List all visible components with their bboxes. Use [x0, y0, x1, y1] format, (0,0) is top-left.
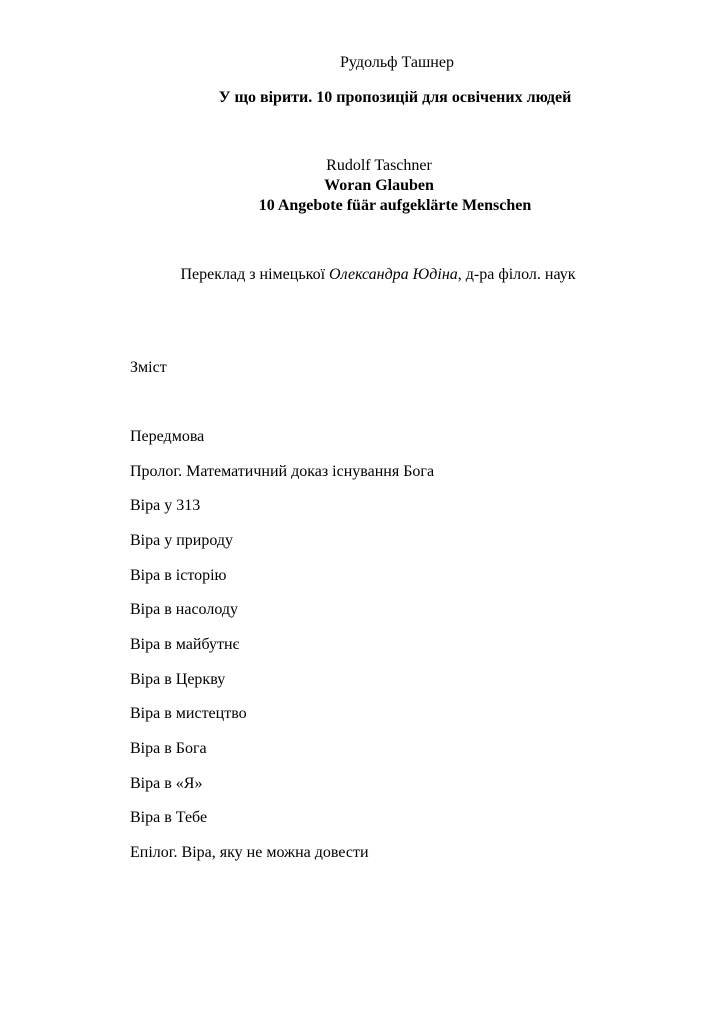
toc-item: Віра у 313	[130, 497, 201, 515]
translation-prefix: Переклад з німецької	[180, 266, 330, 283]
toc-item: Віра в Бога	[130, 739, 207, 757]
title-german-text: Woran Glauben	[324, 177, 434, 194]
toc-item: Віра в насолоду	[130, 601, 238, 619]
toc-item: Віра в «Я»	[130, 774, 203, 792]
subtitle-german	[259, 197, 532, 215]
toc-item: Віра в мистецтво	[130, 705, 247, 723]
translation-suffix: , д-ра філол. наук	[457, 266, 576, 283]
author-ukrainian: Рудольф Ташнер	[340, 54, 454, 71]
translation-credit	[180, 266, 575, 284]
title-ukrainian	[219, 89, 572, 107]
subtitle-german-text: 10 Angebote füär aufgeklärte Menschen	[258, 197, 532, 214]
title-german	[324, 177, 434, 195]
title-ukrainian-text: У що вірити. 10 пропозицій для освічених людей	[218, 89, 572, 106]
table-of-contents	[130, 428, 434, 879]
toc-item: Віра в Церкву	[130, 670, 226, 688]
toc-item: Передмова	[130, 428, 205, 445]
translator-name: Олександра Юдіна	[329, 266, 458, 283]
contents-heading: Зміст	[130, 359, 167, 376]
toc-item: Віра в історію	[130, 566, 227, 584]
toc-item: Пролог. Математичний доказ існування Бога	[130, 462, 435, 480]
author-german: Rudolf Taschner	[326, 157, 432, 174]
toc-item: Віра в Тебе	[130, 809, 208, 827]
toc-item: Віра у природу	[130, 531, 234, 549]
toc-item: Віра в майбутнє	[130, 635, 240, 653]
toc-item: Епілог. Віра, яку не можна довести	[130, 843, 369, 861]
